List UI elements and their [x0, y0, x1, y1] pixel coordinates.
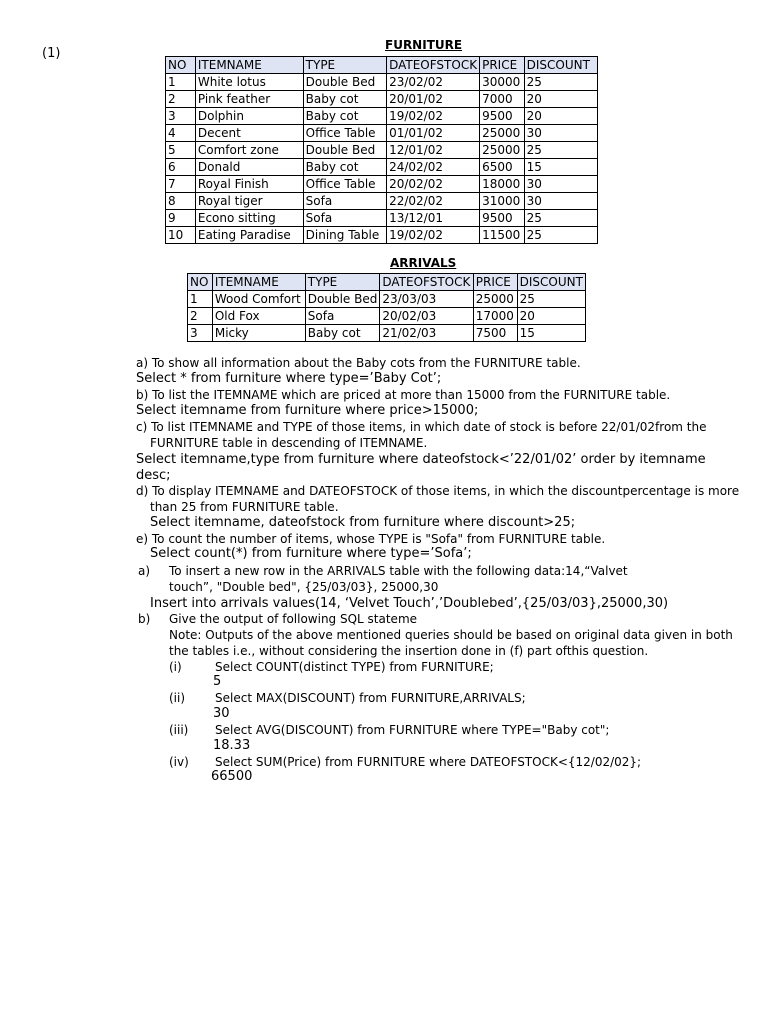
arrivals-title: ARRIVALS: [390, 256, 457, 270]
question-f-text-line2: touch”, "Double bed", {25/03/03}, 25000,30: [169, 580, 439, 594]
column-header: NO: [188, 274, 213, 291]
sub-question-query: Select COUNT(distinct TYPE) from FURNITURE;: [215, 660, 494, 674]
table-cell: 11500: [480, 227, 525, 244]
table-cell: 9500: [480, 108, 525, 125]
table-cell: Old Fox: [212, 308, 305, 325]
table-cell: 19/02/02: [387, 108, 480, 125]
column-header: DISCOUNT: [517, 274, 585, 291]
table-row: [166, 125, 598, 142]
table-cell: 6500: [480, 159, 525, 176]
table-row: [166, 91, 598, 108]
arrivals-table: [187, 273, 586, 342]
table-cell: Micky: [212, 325, 305, 342]
table-cell: Royal Finish: [195, 176, 303, 193]
table-row: [166, 210, 598, 227]
question-g-note-line2: the tables i.e., without considering the insertion done in (f) part ofthis question.: [169, 644, 649, 658]
table-cell: 25: [517, 291, 585, 308]
table-cell: Royal tiger: [195, 193, 303, 210]
question-c-text-line1: c) To list ITEMNAME and TYPE of those items, in which date of stock is before 22/01/02from the: [136, 420, 707, 434]
table-cell: 20/02/02: [387, 176, 480, 193]
question-d-text-line1: d) To display ITEMNAME and DATEOFSTOCK of those items, in which the discountpercentage is more: [136, 484, 740, 498]
table-header-row: [166, 57, 598, 74]
table-cell: 20: [524, 108, 597, 125]
table-cell: 7000: [480, 91, 525, 108]
table-cell: 22/02/02: [387, 193, 480, 210]
table-cell: 23/02/02: [387, 74, 480, 91]
table-cell: 2: [188, 308, 213, 325]
table-cell: Baby cot: [305, 325, 380, 342]
table-cell: Baby cot: [303, 91, 386, 108]
question-g-text: Give the output of following SQL stateme: [169, 612, 418, 626]
table-cell: Double Bed: [305, 291, 380, 308]
table-cell: Baby cot: [303, 159, 386, 176]
table-cell: Econo sitting: [195, 210, 303, 227]
table-cell: 25: [524, 210, 597, 227]
table-cell: Office Table: [303, 125, 386, 142]
question-d-text-line2: than 25 from FURNITURE table.: [150, 500, 339, 514]
table-cell: Sofa: [303, 193, 386, 210]
question-c-text-line2: FURNITURE table in descending of ITEMNAME.: [150, 436, 428, 450]
table-cell: 9500: [480, 210, 525, 227]
sub-question-answer: 30: [213, 706, 230, 721]
table-cell: Comfort zone: [195, 142, 303, 159]
table-cell: 7500: [473, 325, 517, 342]
column-header: DATEOFSTOCK: [380, 274, 473, 291]
table-cell: 17000: [473, 308, 517, 325]
table-cell: Wood Comfort: [212, 291, 305, 308]
question-number: (1): [42, 46, 61, 61]
table-row: [166, 108, 598, 125]
column-header: DATEOFSTOCK: [387, 57, 480, 74]
table-cell: 31000: [480, 193, 525, 210]
table-cell: 30: [524, 193, 597, 210]
table-cell: Baby cot: [303, 108, 386, 125]
table-cell: 15: [517, 325, 585, 342]
table-row: [188, 291, 586, 308]
sub-question-number: (iv): [169, 755, 189, 769]
question-d-answer: Select itemname, dateofstock from furniture where discount>25;: [150, 515, 576, 530]
table-cell: Sofa: [305, 308, 380, 325]
question-f-label: a): [138, 564, 151, 578]
sub-question-number: (ii): [169, 691, 186, 705]
table-cell: 25000: [480, 142, 525, 159]
column-header: ITEMNAME: [212, 274, 305, 291]
table-cell: 01/01/02: [387, 125, 480, 142]
table-cell: 30: [524, 176, 597, 193]
table-cell: 25: [524, 74, 597, 91]
column-header: PRICE: [473, 274, 517, 291]
table-cell: White lotus: [195, 74, 303, 91]
question-b-answer: Select itemname from furniture where price>15000;: [136, 403, 479, 418]
question-g-label: b): [138, 612, 151, 626]
table-cell: 1: [188, 291, 213, 308]
table-cell: 20: [517, 308, 585, 325]
table-cell: 23/03/03: [380, 291, 473, 308]
table-cell: Dining Table: [303, 227, 386, 244]
table-row: [166, 193, 598, 210]
question-b-text: b) To list the ITEMNAME which are priced at more than 15000 from the FURNITURE table.: [136, 388, 671, 402]
table-cell: 20: [524, 91, 597, 108]
question-c-answer-line1: Select itemname,type from furniture where dateofstock<’22/01/02’ order by itemname: [136, 452, 706, 467]
table-cell: Decent: [195, 125, 303, 142]
column-header: PRICE: [480, 57, 525, 74]
question-a-text: a) To show all information about the Baby cots from the FURNITURE table.: [136, 356, 581, 370]
table-cell: 25: [524, 142, 597, 159]
table-cell: 12/01/02: [387, 142, 480, 159]
question-e-text: e) To count the number of items, whose TYPE is "Sofa" from FURNITURE table.: [136, 532, 606, 546]
table-row: [188, 325, 586, 342]
column-header: TYPE: [303, 57, 386, 74]
table-cell: Donald: [195, 159, 303, 176]
question-c-answer-line2: desc;: [136, 468, 171, 483]
table-row: [166, 142, 598, 159]
column-header: ITEMNAME: [195, 57, 303, 74]
table-cell: 19/02/02: [387, 227, 480, 244]
table-cell: Sofa: [303, 210, 386, 227]
table-cell: 25000: [480, 125, 525, 142]
table-cell: 30000: [480, 74, 525, 91]
table-cell: Pink feather: [195, 91, 303, 108]
sub-question-query: Select SUM(Price) from FURNITURE where DATEOFSTOCK<{12/02/02};: [215, 755, 642, 769]
question-f-text-line1: To insert a new row in the ARRIVALS table with the following data:14,“Valvet: [169, 564, 628, 578]
table-cell: 20/02/03: [380, 308, 473, 325]
table-row: [166, 176, 598, 193]
question-g-note-line1: Note: Outputs of the above mentioned queries should be based on original data given in both: [169, 628, 733, 642]
table-cell: 8: [166, 193, 196, 210]
table-cell: 7: [166, 176, 196, 193]
table-cell: 3: [166, 108, 196, 125]
table-cell: 10: [166, 227, 196, 244]
table-cell: 3: [188, 325, 213, 342]
table-cell: 1: [166, 74, 196, 91]
furniture-title: FURNITURE: [385, 38, 463, 52]
table-cell: Eating Paradise: [195, 227, 303, 244]
sub-question-answer: 66500: [211, 769, 253, 784]
table-header-row: [188, 274, 586, 291]
furniture-table: [165, 56, 598, 244]
table-cell: 13/12/01: [387, 210, 480, 227]
table-row: [166, 227, 598, 244]
table-row: [166, 74, 598, 91]
table-cell: 25000: [473, 291, 517, 308]
table-row: [166, 159, 598, 176]
table-row: [188, 308, 586, 325]
table-cell: 24/02/02: [387, 159, 480, 176]
column-header: DISCOUNT: [524, 57, 597, 74]
table-cell: 4: [166, 125, 196, 142]
sub-question-number: (i): [169, 660, 182, 674]
table-cell: 2: [166, 91, 196, 108]
sub-question-query: Select AVG(DISCOUNT) from FURNITURE where TYPE="Baby cot";: [215, 723, 610, 737]
table-cell: 30: [524, 125, 597, 142]
table-cell: 20/01/02: [387, 91, 480, 108]
table-cell: Double Bed: [303, 142, 386, 159]
table-cell: 6: [166, 159, 196, 176]
table-cell: Office Table: [303, 176, 386, 193]
sub-question-query: Select MAX(DISCOUNT) from FURNITURE,ARRIVALS;: [215, 691, 526, 705]
table-cell: 5: [166, 142, 196, 159]
table-cell: 15: [524, 159, 597, 176]
question-a-answer: Select * from furniture where type=’Baby Cot’;: [136, 371, 442, 386]
sub-question-answer: 5: [213, 674, 222, 689]
table-cell: 21/02/03: [380, 325, 473, 342]
table-cell: 18000: [480, 176, 525, 193]
table-cell: 9: [166, 210, 196, 227]
sub-question-number: (iii): [169, 723, 189, 737]
table-cell: Double Bed: [303, 74, 386, 91]
column-header: TYPE: [305, 274, 380, 291]
sub-question-answer: 18.33: [213, 738, 251, 753]
question-e-answer: Select count(*) from furniture where type=’Sofa’;: [150, 546, 472, 561]
question-f-answer: Insert into arrivals values(14, ‘Velvet Touch’,’Doublebed’,{25/03/03},25000,30): [150, 596, 669, 611]
column-header: NO: [166, 57, 196, 74]
table-cell: Dolphin: [195, 108, 303, 125]
table-cell: 25: [524, 227, 597, 244]
